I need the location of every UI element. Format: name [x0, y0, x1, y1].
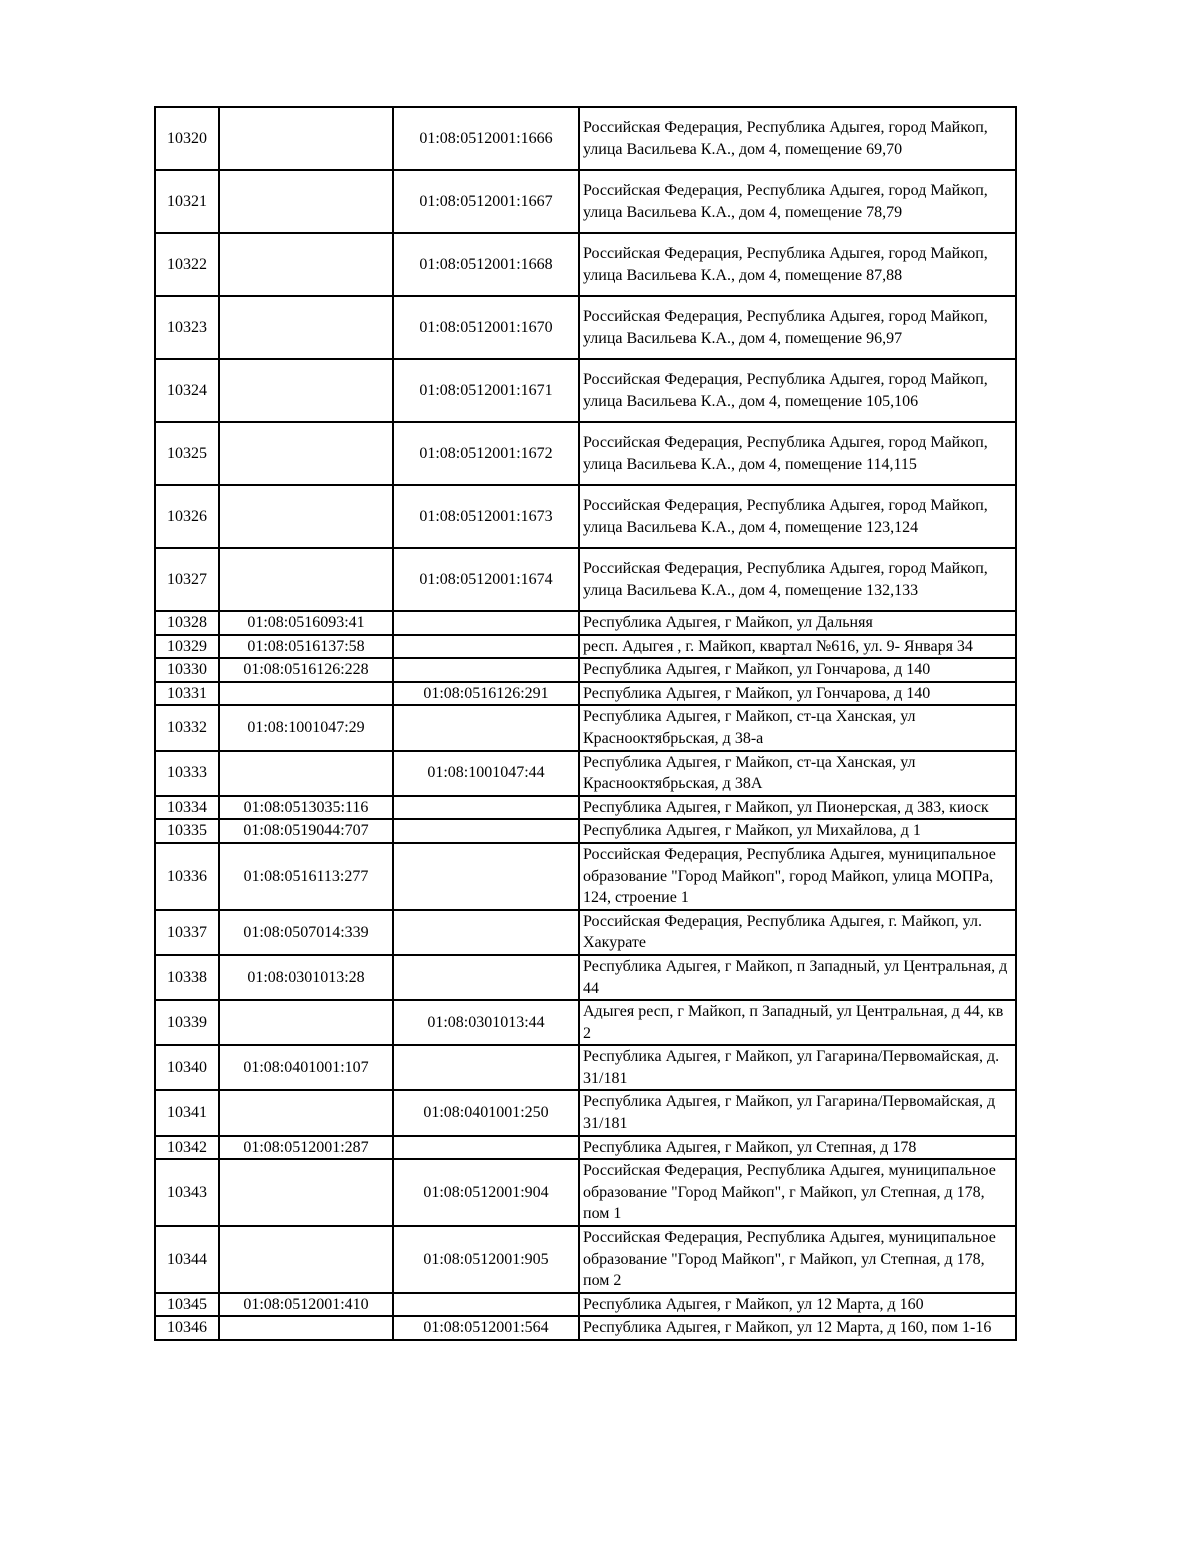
land-cadastral-number-cell: [219, 485, 393, 548]
address-cell: Российская Федерация, Республика Адыгея, город Майкоп, улица Васильева К.А., дом 4, помещение 132,133: [579, 548, 1016, 611]
table-row: [155, 955, 1016, 1000]
address-cell: Республика Адыгея, г Майкоп, ул 12 Марта, д 160, пом 1-16: [579, 1316, 1016, 1340]
table-row: [155, 910, 1016, 955]
row-number-cell: 10333: [155, 751, 219, 796]
table-row: [155, 1045, 1016, 1090]
address-cell: Республика Адыгея, г Майкоп, ул Гончарова, д 140: [579, 658, 1016, 682]
address-cell: Республика Адыгея, г Майкоп, ул Гагарина/Первомайская, д 31/181: [579, 1090, 1016, 1135]
building-cadastral-number-cell: 01:08:0512001:1672: [393, 422, 579, 485]
land-cadastral-number-cell: [219, 1000, 393, 1045]
land-cadastral-number-cell: 01:08:0516137:58: [219, 635, 393, 659]
table-row: [155, 751, 1016, 796]
address-cell: Республика Адыгея, г Майкоп, ст-ца Ханская, ул Краснооктябрьская, д 38А: [579, 751, 1016, 796]
table-row: [155, 705, 1016, 750]
address-cell: респ. Адыгея , г. Майкоп, квартал №616, ул. 9- Января 34: [579, 635, 1016, 659]
table-row: [155, 422, 1016, 485]
row-number-cell: 10346: [155, 1316, 219, 1340]
building-cadastral-number-cell: [393, 910, 579, 955]
address-cell: Республика Адыгея, г Майкоп, ул 12 Марта, д 160: [579, 1293, 1016, 1317]
building-cadastral-number-cell: 01:08:0512001:1668: [393, 233, 579, 296]
row-number-cell: 10328: [155, 611, 219, 635]
building-cadastral-number-cell: [393, 955, 579, 1000]
table-row: [155, 548, 1016, 611]
row-number-cell: 10343: [155, 1159, 219, 1226]
land-cadastral-number-cell: 01:08:0519044:707: [219, 819, 393, 843]
table-row: [155, 1136, 1016, 1160]
row-number-cell: 10337: [155, 910, 219, 955]
address-cell: Адыгея респ, г Майкоп, п Западный, ул Центральная, д 44, кв 2: [579, 1000, 1016, 1045]
table-row: [155, 359, 1016, 422]
table-row: [155, 819, 1016, 843]
building-cadastral-number-cell: [393, 1136, 579, 1160]
table-row: [155, 1316, 1016, 1340]
land-cadastral-number-cell: [219, 107, 393, 170]
land-cadastral-number-cell: [219, 548, 393, 611]
land-cadastral-number-cell: 01:08:0516113:277: [219, 843, 393, 910]
land-cadastral-number-cell: [219, 1090, 393, 1135]
building-cadastral-number-cell: 01:08:0516126:291: [393, 682, 579, 706]
address-cell: Российская Федерация, Республика Адыгея, город Майкоп, улица Васильева К.А., дом 4, помещение 87,88: [579, 233, 1016, 296]
row-number-cell: 10331: [155, 682, 219, 706]
land-cadastral-number-cell: 01:08:0513035:116: [219, 796, 393, 820]
table-row: [155, 296, 1016, 359]
row-number-cell: 10336: [155, 843, 219, 910]
building-cadastral-number-cell: [393, 1293, 579, 1317]
land-cadastral-number-cell: 01:08:0507014:339: [219, 910, 393, 955]
building-cadastral-number-cell: [393, 796, 579, 820]
table-body: [155, 107, 1016, 1340]
table-row: [155, 1226, 1016, 1293]
row-number-cell: 10326: [155, 485, 219, 548]
land-cadastral-number-cell: 01:08:0516093:41: [219, 611, 393, 635]
property-register-table: [154, 106, 1017, 1341]
land-cadastral-number-cell: [219, 359, 393, 422]
land-cadastral-number-cell: 01:08:0512001:287: [219, 1136, 393, 1160]
address-cell: Российская Федерация, Республика Адыгея, город Майкоп, улица Васильева К.А., дом 4, помещение 114,115: [579, 422, 1016, 485]
row-number-cell: 10332: [155, 705, 219, 750]
table-row: [155, 485, 1016, 548]
land-cadastral-number-cell: 01:08:1001047:29: [219, 705, 393, 750]
address-cell: Республика Адыгея, г Майкоп, п Западный, ул Центральная, д 44: [579, 955, 1016, 1000]
building-cadastral-number-cell: 01:08:0301013:44: [393, 1000, 579, 1045]
row-number-cell: 10325: [155, 422, 219, 485]
address-cell: Республика Адыгея, г Майкоп, ст-ца Ханская, ул Краснооктябрьская, д 38-а: [579, 705, 1016, 750]
table-row: [155, 611, 1016, 635]
building-cadastral-number-cell: [393, 819, 579, 843]
row-number-cell: 10338: [155, 955, 219, 1000]
table-row: [155, 107, 1016, 170]
table-row: [155, 233, 1016, 296]
building-cadastral-number-cell: 01:08:0512001:905: [393, 1226, 579, 1293]
table-row: [155, 843, 1016, 910]
address-cell: Российская Федерация, Республика Адыгея, муниципальное образование "Город Майкоп", г Майкоп, ул Степная, д 178, пом 1: [579, 1159, 1016, 1226]
land-cadastral-number-cell: 01:08:0401001:107: [219, 1045, 393, 1090]
row-number-cell: 10329: [155, 635, 219, 659]
address-cell: Российская Федерация, Республика Адыгея, муниципальное образование "Город Майкоп", г Майкоп, ул Степная, д 178, пом 2: [579, 1226, 1016, 1293]
building-cadastral-number-cell: 01:08:1001047:44: [393, 751, 579, 796]
row-number-cell: 10342: [155, 1136, 219, 1160]
row-number-cell: 10340: [155, 1045, 219, 1090]
row-number-cell: 10345: [155, 1293, 219, 1317]
building-cadastral-number-cell: 01:08:0512001:1667: [393, 170, 579, 233]
row-number-cell: 10344: [155, 1226, 219, 1293]
building-cadastral-number-cell: [393, 635, 579, 659]
row-number-cell: 10339: [155, 1000, 219, 1045]
table-row: [155, 170, 1016, 233]
address-cell: Республика Адыгея, г Майкоп, ул Михайлова, д 1: [579, 819, 1016, 843]
address-cell: Российская Федерация, Республика Адыгея, муниципальное образование "Город Майкоп", город Майкоп, улица МОПРа, 124, строение 1: [579, 843, 1016, 910]
address-cell: Российская Федерация, Республика Адыгея, город Майкоп, улица Васильева К.А., дом 4, помещение 69,70: [579, 107, 1016, 170]
row-number-cell: 10324: [155, 359, 219, 422]
address-cell: Российская Федерация, Республика Адыгея, город Майкоп, улица Васильева К.А., дом 4, помещение 78,79: [579, 170, 1016, 233]
land-cadastral-number-cell: [219, 233, 393, 296]
land-cadastral-number-cell: [219, 1316, 393, 1340]
address-cell: Российская Федерация, Республика Адыгея, город Майкоп, улица Васильева К.А., дом 4, помещение 96,97: [579, 296, 1016, 359]
building-cadastral-number-cell: 01:08:0512001:1671: [393, 359, 579, 422]
address-cell: Республика Адыгея, г Майкоп, ул Степная, д 178: [579, 1136, 1016, 1160]
land-cadastral-number-cell: [219, 1226, 393, 1293]
land-cadastral-number-cell: 01:08:0512001:410: [219, 1293, 393, 1317]
building-cadastral-number-cell: 01:08:0512001:1674: [393, 548, 579, 611]
address-cell: Республика Адыгея, г Майкоп, ул Пионерская, д 383, киоск: [579, 796, 1016, 820]
row-number-cell: 10321: [155, 170, 219, 233]
row-number-cell: 10320: [155, 107, 219, 170]
table-row: [155, 1293, 1016, 1317]
address-cell: Республика Адыгея, г Майкоп, ул Дальняя: [579, 611, 1016, 635]
row-number-cell: 10334: [155, 796, 219, 820]
land-cadastral-number-cell: 01:08:0516126:228: [219, 658, 393, 682]
address-cell: Республика Адыгея, г Майкоп, ул Гагарина/Первомайская, д. 31/181: [579, 1045, 1016, 1090]
building-cadastral-number-cell: 01:08:0512001:904: [393, 1159, 579, 1226]
building-cadastral-number-cell: [393, 611, 579, 635]
building-cadastral-number-cell: [393, 843, 579, 910]
address-cell: Республика Адыгея, г Майкоп, ул Гончарова, д 140: [579, 682, 1016, 706]
row-number-cell: 10327: [155, 548, 219, 611]
building-cadastral-number-cell: 01:08:0512001:1666: [393, 107, 579, 170]
building-cadastral-number-cell: 01:08:0512001:1670: [393, 296, 579, 359]
land-cadastral-number-cell: 01:08:0301013:28: [219, 955, 393, 1000]
table-row: [155, 796, 1016, 820]
address-cell: Российская Федерация, Республика Адыгея, г. Майкоп, ул. Хакурате: [579, 910, 1016, 955]
address-cell: Российская Федерация, Республика Адыгея, город Майкоп, улица Васильева К.А., дом 4, помещение 105,106: [579, 359, 1016, 422]
table-row: [155, 658, 1016, 682]
address-cell: Российская Федерация, Республика Адыгея, город Майкоп, улица Васильева К.А., дом 4, помещение 123,124: [579, 485, 1016, 548]
building-cadastral-number-cell: 01:08:0512001:564: [393, 1316, 579, 1340]
building-cadastral-number-cell: 01:08:0512001:1673: [393, 485, 579, 548]
row-number-cell: 10335: [155, 819, 219, 843]
table-row: [155, 1000, 1016, 1045]
building-cadastral-number-cell: [393, 1045, 579, 1090]
building-cadastral-number-cell: [393, 658, 579, 682]
table-row: [155, 1159, 1016, 1226]
row-number-cell: 10330: [155, 658, 219, 682]
building-cadastral-number-cell: 01:08:0401001:250: [393, 1090, 579, 1135]
land-cadastral-number-cell: [219, 170, 393, 233]
land-cadastral-number-cell: [219, 751, 393, 796]
table-row: [155, 635, 1016, 659]
land-cadastral-number-cell: [219, 422, 393, 485]
row-number-cell: 10323: [155, 296, 219, 359]
building-cadastral-number-cell: [393, 705, 579, 750]
row-number-cell: 10341: [155, 1090, 219, 1135]
land-cadastral-number-cell: [219, 682, 393, 706]
land-cadastral-number-cell: [219, 1159, 393, 1226]
table-row: [155, 1090, 1016, 1135]
land-cadastral-number-cell: [219, 296, 393, 359]
row-number-cell: 10322: [155, 233, 219, 296]
table-row: [155, 682, 1016, 706]
